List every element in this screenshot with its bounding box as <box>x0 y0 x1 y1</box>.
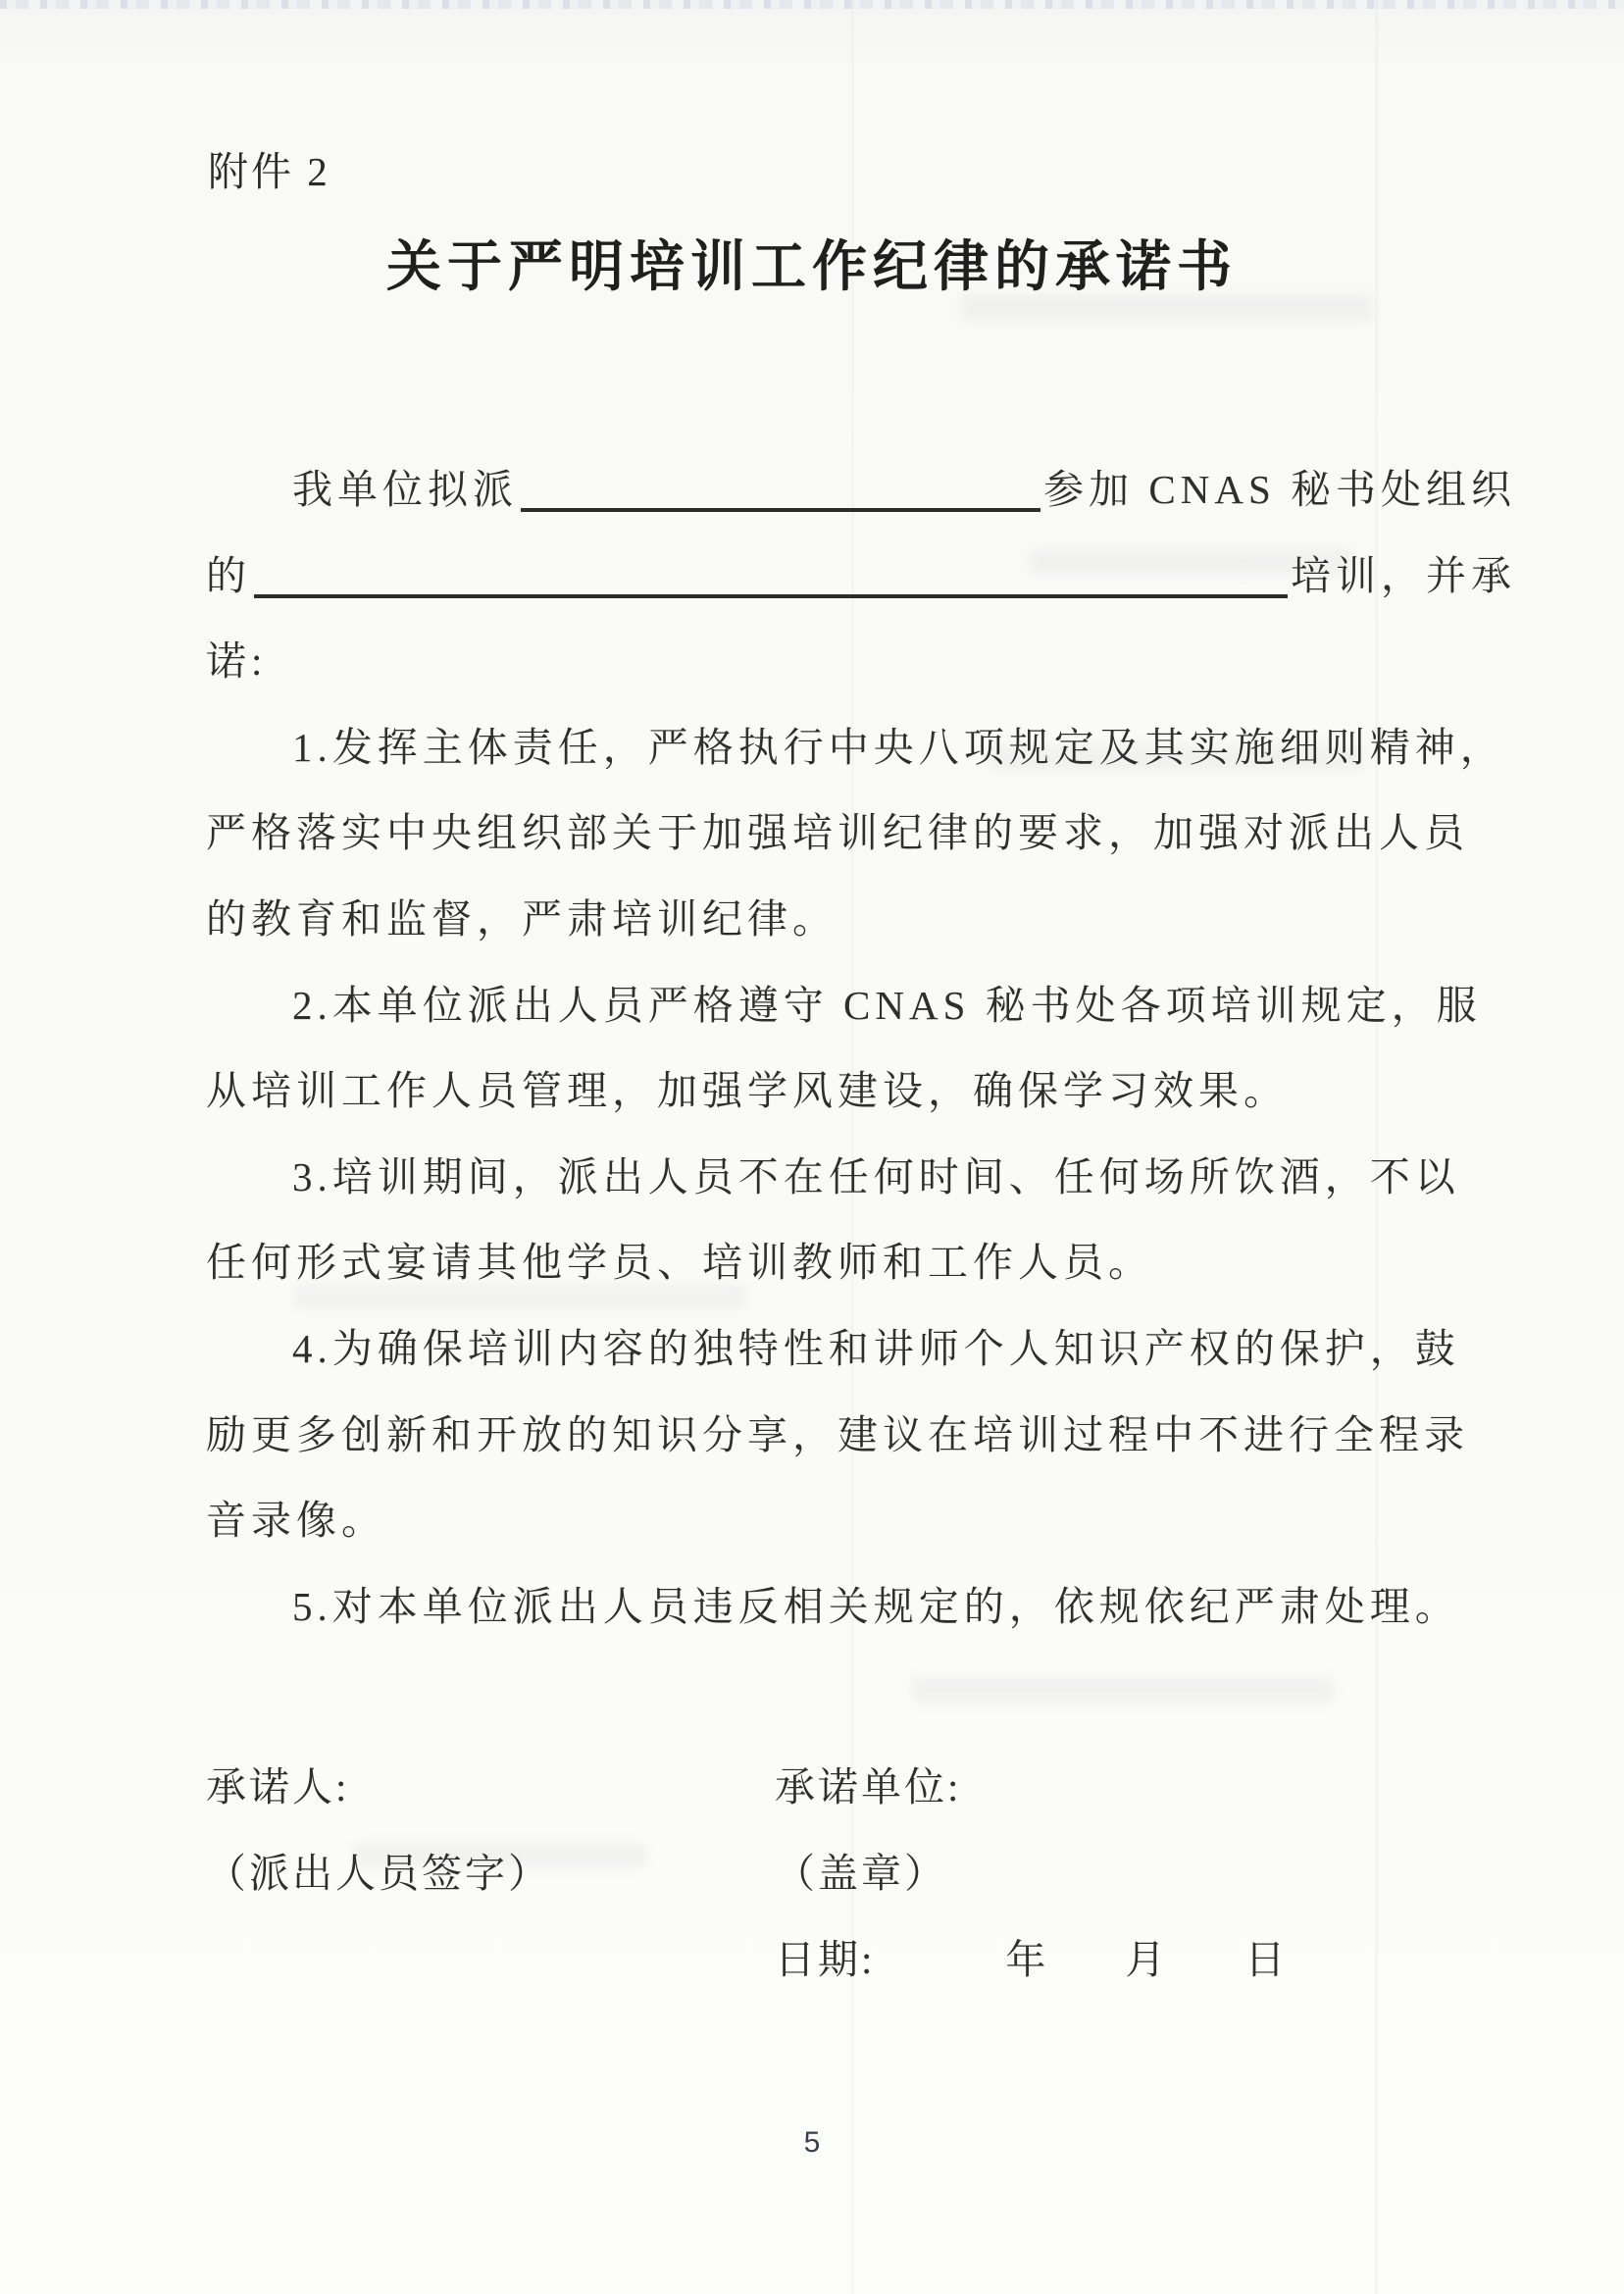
date-label: 日期: <box>775 1937 876 1982</box>
intro-line-1-pre: 我单位拟派 <box>292 467 518 512</box>
intro-line-2-post: 培训，并承 <box>1291 552 1516 598</box>
signature-left-column <box>206 1744 551 1916</box>
fill-in-blank-personnel <box>521 447 1040 512</box>
clause-3-line-1: 3.培训期间，派出人员不在任何时间、任何场所饮酒，不以 <box>292 1153 1460 1199</box>
clause-4-line-2: 励更多创新和开放的知识分享，建议在培训过程中不进行全程录 <box>206 1411 1469 1457</box>
date-month-label: 月 <box>1125 1937 1169 1982</box>
clause-1-line-3: 的教育和监督，严肃培训纪律。 <box>206 895 837 942</box>
intro-line-2 <box>206 534 1516 620</box>
clause-2-line-1: 2.本单位派出人员严格遵守 CNAS 秘书处各项培训规定，服 <box>292 982 1482 1028</box>
intro-line-1-post: 参加 CNAS 秘书处组织 <box>1043 467 1516 512</box>
clause-2-line-2: 从培训工作人员管理，加强学风建设，确保学习效果。 <box>206 1068 1289 1114</box>
bleed-through-mark <box>912 1677 1334 1703</box>
clause-4-line-1: 4.为确保培训内容的独特性和讲师个人知识产权的保护，鼓 <box>292 1325 1460 1371</box>
scan-edge-noise <box>0 0 1624 9</box>
clause-4-line-3: 音录像。 <box>206 1498 386 1544</box>
fill-in-blank-training-name <box>254 534 1288 598</box>
document-body <box>206 447 1516 1650</box>
intro-line-2-pre: 的 <box>206 552 251 598</box>
signature-right-column <box>775 1744 1288 2003</box>
clause-5-line-1: 5.对本单位派出人员违反相关规定的，依规依纪严肃处理。 <box>292 1583 1460 1629</box>
date-row <box>775 1916 1288 2003</box>
date-day-label: 日 <box>1244 1937 1289 1982</box>
promiser-note: （派出人员签字） <box>206 1851 551 1896</box>
unit-label: 承诺单位: <box>775 1764 962 1810</box>
page-number: 5 <box>803 2126 821 2159</box>
clause-1-line-2: 严格落实中央组织部关于加强培训纪律的要求，加强对派出人员 <box>206 810 1469 856</box>
date-year-label: 年 <box>1005 1937 1049 1982</box>
promiser-label: 承诺人: <box>206 1764 350 1810</box>
clause-3-line-2: 任何形式宴请其他学员、培训教师和工作人员。 <box>206 1240 1153 1286</box>
intro-line-3: 诺: <box>206 638 268 685</box>
intro-line-1 <box>206 447 1516 534</box>
attachment-label: 附件 2 <box>208 149 330 194</box>
unit-note: （盖章） <box>775 1851 947 1896</box>
document-title: 关于严明培训工作纪律的承诺书 <box>386 237 1238 298</box>
clause-1-line-1: 1.发挥主体责任，严格执行中央八项规定及其实施细则精神， <box>292 724 1505 770</box>
